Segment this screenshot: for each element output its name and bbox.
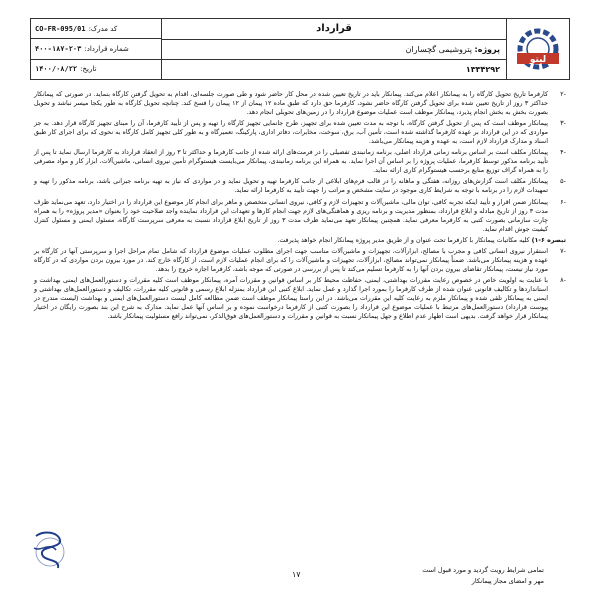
clause-note: [34, 236, 566, 245]
note-label: تبصره ۶-۱): [531, 236, 566, 244]
page-footer: [30, 558, 570, 588]
clause-text: کارفرما تاریخ تحویل کارگاه را به پیمانکار اعلام می‌کند. پیمانکار باید در تاریخ تعیین شده در محل کار حاضر شود و طی صورت جلسه‌ای، اقدام به تحویل گرفتن کارگاه بنماید. در صورتی که پیمانکار حداکثر ۳ روز از تاریخ تعیین شده برای تحویل گرفتن کارگاه حاضر نشود، کارفرما حق دارد که طبق ماده ۱۲ پیمان از ۱۲ پیمان را فسخ کند. چنانچه تحویل کارگاه به طور یکجا میسر نباشد و تحویل بصورت بخش به بخش انجام پذیرد، پیمانکار موظف است عملیات موضوع قرارداد را در زمین‌های تحویلی انجام دهد.: [34, 91, 548, 117]
clause-text: با عنایت به اولویت خاص در خصوص رعایت مقررات بهداشتی، ایمنی، حفاظت محیط کار بر اساس قوانین و مقررات آمره، پیمانکار موظف است کلیه مقررات و دستورالعمل‌های ایمنی بهداشت و استانداردها و تکالیف قانونی عنوان شده از طرف کارفرما را بمورد اجرا گذارد و عمل نماید. ابلاغ کتبی این قرارداد بمنزله ابلاغ رسمی و قانونی کلیه مقررات، تکالیف و دستورالعمل‌های بهداشتی و ایمنی به پیمانکار تلقی شده و پیمانکار ملزم به رعایت کلیه این مقررات می‌باشد. در این راستا پیمانکار موظف است ضمن مطالعه کامل لیست دستورالعمل‌های ایمنی و بهداشت (لیست مندرج در پیوست قرارداد) دستورالعمل‌های مرتبط با عملیات موضوع این قرارداد را بصورت کتبی از کارفرما درخواست نموده و بر اساس آنها عمل نماید. مدارک به شرح این بند بصورت رایگان در اختیار پیمانکار قرار خواهد گرفت. بدیهی است اظهار عدم اطلاع و جهل پیمانکار نسبت به قوانین و مقررات و دستورالعمل‌های فوق‌الذکر، نمی‌تواند رافع مسئولیت پیمانکار باشد.: [34, 276, 548, 321]
clause-text: پیمانکار مکلف است بر اساس برنامه زمانی قرارداد اصلی، برنامه زمانبندی تفصیلی را در فرمت‌های ارائه شده از جانب کارفرما و حداکثر تا ۳ روز از انعقاد قرارداد به کارفرما ارسال نماید تا پس از تأیید برنامه مذکور توسط کارفرما، عملیات پروژه را بر اساس آن اجرا نماید. به همراه این برنامه زمانبندی، پیمانکار می‌بایست هیستوگرام تأمین نیروی انسانی، ماشین‌آلات، ابزار کار و مواد مصرفی را به همراه گراف توزیع منابع برحسب هیستوگرام کاری ارائه نماید.: [34, 149, 548, 175]
contract-number-row: [31, 39, 161, 59]
contract-clauses: [34, 90, 566, 323]
clause-item: [34, 177, 566, 195]
doc-info-column: [31, 19, 162, 79]
gear-logo-icon: [511, 26, 565, 72]
title-column: [162, 19, 507, 79]
doc-code-value: CO-FR-095/01: [35, 24, 86, 33]
clause-number: -۶: [560, 197, 566, 206]
clause-item: [34, 119, 566, 146]
contractor-signature-label: مهر و امضای مجاز پیمانکار: [471, 577, 544, 585]
clause-item: [34, 90, 566, 117]
contract-number-value: ۴۰۰-۱۸۷-۲۰۳: [35, 44, 82, 53]
clause-item: [34, 247, 566, 274]
project-code: ۱۳۳۴۲۹۲: [465, 65, 500, 74]
note-text: کلیه مکاتبات پیمانکار با کارفرما تحت عنوان و از طریق مدیر پروژه پیمانکار انجام خواهد پذیرفت.: [277, 236, 530, 244]
doc-code-row: [31, 19, 161, 39]
clause-number: -۴: [560, 148, 566, 157]
header-table: [30, 18, 570, 80]
page-number: ۱۷: [292, 570, 301, 579]
clause-item: [34, 198, 566, 234]
clause-number: -۷: [560, 246, 566, 255]
contract-number-label: شماره قرارداد:: [84, 44, 129, 53]
page-title: قرارداد: [162, 19, 506, 40]
date-label: تاریخ:: [80, 65, 97, 74]
signature-stamp: [30, 528, 68, 574]
project-value: پتروشیمی گچساران: [405, 45, 472, 54]
project-row: [162, 40, 506, 60]
clause-item: [34, 148, 566, 175]
clause-number: -۸: [560, 275, 566, 284]
clause-text: پیمانکار مکلف است گزارش‌های روزانه، هفتگی و ماهانه را در قالب فرم‌های ابلاغی از جانب کارفرما تهیه و تحویل نماید و در مواردی که نیاز به تهیه برنامه جبرانی باشد، برنامه مذکور را تهیه و تمهیدات لازم را در برنامه با توجه به شرایط کاری موجود در سایت مشخص و مراتب را جهت تأیید به کارفرما ارائه نماید.: [34, 178, 548, 195]
project-label: پروژه:: [474, 45, 500, 54]
date-value: ۱۴۰۰/۰۸/۲۲: [35, 65, 78, 74]
clause-item: [34, 276, 566, 321]
acceptance-statement: تمامی شرایط رویت گردید و مورد قبول است: [422, 566, 544, 574]
clause-text: پیمانکار ضمن اقرار و تأیید اینکه تجربه کافی، توان مالی، ماشین‌آلات و تجهیزات لازم و کافی، نیروی انسانی متخصص و ماهر برای انجام کار موضوع این قرارداد را در اختیار دارد، تعهد می‌نماید ظرف مدت ۳ روز از تاریخ مبادله و ابلاغ قرارداد، بمنظور مدیریت و برنامه ریزی و هماهنگی‌های لازم جهت انجام کارها و تعهدات این قرارداد نماینده واجد صلاحیت خود را بعنوان «مدیر پروژه» را به همراه چارت سازمانی بصورت کتبی به کارفرما معرفی نماید. همچنین پیمانکار تعهد می‌نماید ظرف مدت ۳ روز از تاریخ ابلاغ قرارداد نسبت به معرفی سرپرست کارگاه، مسئول ایمنی و مسئول کنترل کیفیت جوش اقدام نماید.: [33, 198, 548, 233]
clause-number: -۵: [560, 177, 566, 186]
logo-text: لیتو: [529, 55, 547, 65]
clause-number: -۲: [560, 90, 566, 98]
document-page: [30, 18, 570, 583]
company-logo: [507, 19, 569, 79]
clause-text: استقرار نیروی انسانی کافی و مجرب با مصالح، ابزارآلات، تجهیزات و ماشین‌آلات مناسب جهت اجرای مطلوب عملیات موضوع قرارداد که شامل تمام مراحل اجرا و سرپرستی آنها در کارگاه بر عهده و هزینه پیمانکار می‌باشد. ضمناً پیمانکار نمی‌تواند مصالح، ابزارآلات، تجهیزات و ماشین‌آلات را که برای انجام عملیات لازم است، از کارگاه خارج کند. در مورد بیرون بردن مواردی که در کارگاه مورد نیاز نیست، پیمانکار تقاضای بیرون بردن آنها را به کارفرما تسلیم می‌کند تا پس از بررسی در صورتی که موجه باشد، کارفرما اجازه خروج را بدهد.: [34, 247, 548, 273]
clause-number: -۳: [560, 119, 566, 128]
doc-code-label: کد مدرک:: [88, 24, 118, 33]
clause-text: پیمانکار موظف است که پس از تحویل گرفتن کارگاه، با توجه به مدت تعیین شده برای تجهیز، طرح جانمایی تجهیز کارگاه را تهیه و پس از تأیید کارفرما، آن را مبنای تجهیز کارگاه قرار دهد. به جز مواردی که در این قرارداد بر عهده کارفرما گذاشته شده است، تأمین آب، برق، سوخت، مخابرات، دفاتر اداری، پارکینگ، تعمیرگاه و به طور کلی تجهیز کامل کارگاه به نحوی که برای اجرای کار طبق اسناد و مدارک قرارداد لازم است، به عهده و هزینه پیمانکار می‌باشد.: [34, 120, 548, 146]
date-row: [31, 60, 161, 79]
